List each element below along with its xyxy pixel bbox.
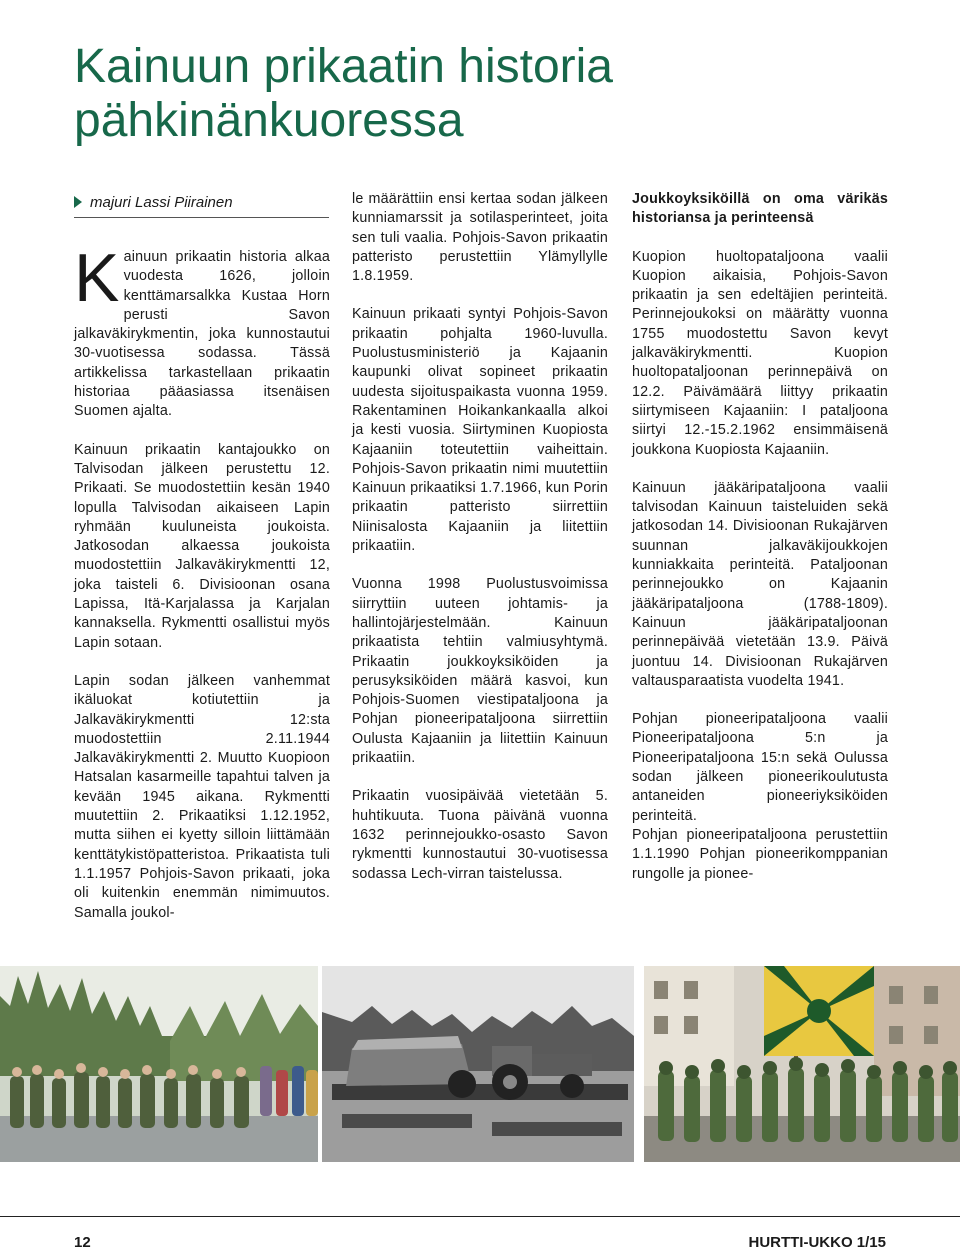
photo-flag-parade [644,966,960,1162]
column-3 [632,190,888,884]
col3-paragraph-2: Kainuun jääkäripataljoona vaalii talvisodan Kainuun taisteluiden sekä jatkosodan 14. Divisioonan Rukajärven suunnan jalkaväkijoukkojen kunniakkaita perinteitä. Pataljoonan perinnejoukko on Kajaanin jääkäripataljoona (1788-1809). Kainuun jääkäripataljoonan perinnepäivää vietetään 13.9. Päivä juontuu 14. Divisioonan Rukajärven valtausparaatista vuodelta 1941. [632,479,888,689]
col1-paragraph-1-text: ainuun prikaatin historia alkaa vuodesta 1626, jolloin kenttämarsalkka Kustaa Horn perusti Savon jalkaväkirykmentin, joka kunnostautui 30-vuotisessa sodassa. Tässä artikkelissa tarkastellaan prikaatin historiaa pääasiassa itsenäisen Suomen ajalta. [74,249,330,420]
col2-paragraph-4: Prikaatin vuosipäivää vietetään 5. huhtikuuta. Tuona päivänä vuonna 1632 perinnejoukko-osasto Savon rykmentti kunnostautui 30-vuotisessa sodassa Lech-virran taistelussa. [352,788,608,882]
drop-cap: K [74,240,120,316]
col3-subheading: Joukkoyksiköillä on oma värikäs historiansa ja perinteensä [632,191,888,227]
flag-parade-image [644,966,960,1162]
col2-paragraph-1: le määrättiin ensi kertaa sodan jälkeen kunniamarssit ja sotilasperinteet, joita sen tuli vaalia. Pohjois-Savon prikaatin patteristo perustettiin Ylämyllylle 1.8.1959. [352,191,608,285]
page-number: 12 [74,1234,91,1251]
column-2 [352,190,608,884]
magazine-issue: HURTTI-UKKO 1/15 [748,1234,886,1251]
byline [74,193,329,218]
col3-paragraph-1: Kuopion huoltopataljoona vaalii Kuopion aikaisia, Pohjois-Savon prikaatin ja sen edeltäjien perinteitä. Perinnejoukoksi on määrätty vuonna 1755 muodostettu Savon kevyt jalkaväkirykmentti. Kuopion huoltopataljoonan perinnepäivä on 12.2. Päivämäärä liittyy prikaatin siirtymiseen Kajaaniin: I pataljoona siirtyi 12.-15.2.1962 ensimmäisenä joukkona Kuopiosta Kajaaniin. [632,248,888,458]
bullet-triangle-icon [74,196,82,208]
col2-paragraph-3: Vuonna 1998 Puolustusvoimissa siirryttiin uuteen johtamis- ja hallintojärjestelmään. Kainuun prikaatista tehtiin valmiusyhtymä. Prikaatin joukkoyksiköiden ja perusyksiköiden määrä kasvoi, kun Pohjois-Suomen viestipataljoona ja Pohjan pioneeripataljoona siirrettiin Oulusta Kajaaniin ja liitettiin Kainuun prikaatiin. [352,576,608,767]
col3-paragraph-3: Pohjan pioneeripataljoona vaalii Pioneeripataljoona 5:n ja Pioneeripataljoona 15:n sekä Oulussa sodan jälkeen pioneerikoulutusta antaneiden pioneeriyksiköiden perinteitä. [632,711,888,824]
photo-strip [0,966,960,1166]
parade-crowd-image [0,966,318,1162]
col3-paragraph-4: Pohjan pioneeripataljoona perustettiin 1.1.1990 Pohjan pioneerikomppanian rungolle ja pionee- [632,826,888,882]
byline-author: majuri Lassi Piirainen [90,194,233,211]
col2-paragraph-2: Kainuun prikaati syntyi Pohjois-Savon prikaatin pohjalta 1960-luvulla. Puolustusministeriö ja Kajaanin kaupunki olivat sopineet prikaatin uudesta sijoituspaikasta vuonna 1959. Rakentaminen Hoikankankaalla alkoi ja kesti vuosia. Siirtyminen Kuopiosta Kajaaniin toteutettiin vaiheittain. Pohjois-Savon prikaatin nimi muutettiin Kainuun prikaatiksi 1.7.1966, kun Porin prikaatin patteristo siirrettiin Niinisalosta Kajaaniin ja liitettiin prikaatiin. [352,306,608,555]
tractor-ferry-image [322,966,634,1162]
col1-paragraph-2: Kainuun prikaatin kantajoukko on Talvisodan jälkeen perustettu 12. Prikaati. Se muodostettiin kesän 1940 lopulla Talvisodan aikaiseen Lapin ryhmään kuuluneista joukoista. Jatkosodan alkaessa joukoista muodostettiin Jalkaväkirykmentti 12, joka taisteli 6. Divisioonan osana Lapissa, Itä-Karjalassa ja Karjalan kannaksella. Rykmentti osallistui myös Lapin sotaan. [74,441,330,651]
title-line-2: pähkinänkuoressa [74,94,464,147]
col1-paragraph-1 [74,240,330,422]
photo-tractor-ferry [322,966,634,1162]
footer-rule [0,1216,960,1217]
column-1 [74,240,330,923]
article-title [74,40,894,148]
title-line-1: Kainuun prikaatin historia [74,40,613,93]
col1-paragraph-3: Lapin sodan jälkeen vanhemmat ikäluokat kotiutettiin ja Jalkaväkirykmentti 12:sta muodostettiin 2.11.1944 Jalkaväkirykmentti 2. Muutto Kuopioon Hatsalan kasarmeille tapahtui talven ja kevään 1945 aikana. Rykmentti muutettiin 2. Prikaatiksi 1.12.1952, mutta siihen ei kyetty silloin liittämään kenttätykistöpatteristoa. Prikaatista tuli 1.1.1957 Pohjois-Savon prikaati, joka oli kuitenkin enemmän nimimuutos. Samalla joukol- [74,672,330,921]
photo-parade-crowd [0,966,318,1162]
